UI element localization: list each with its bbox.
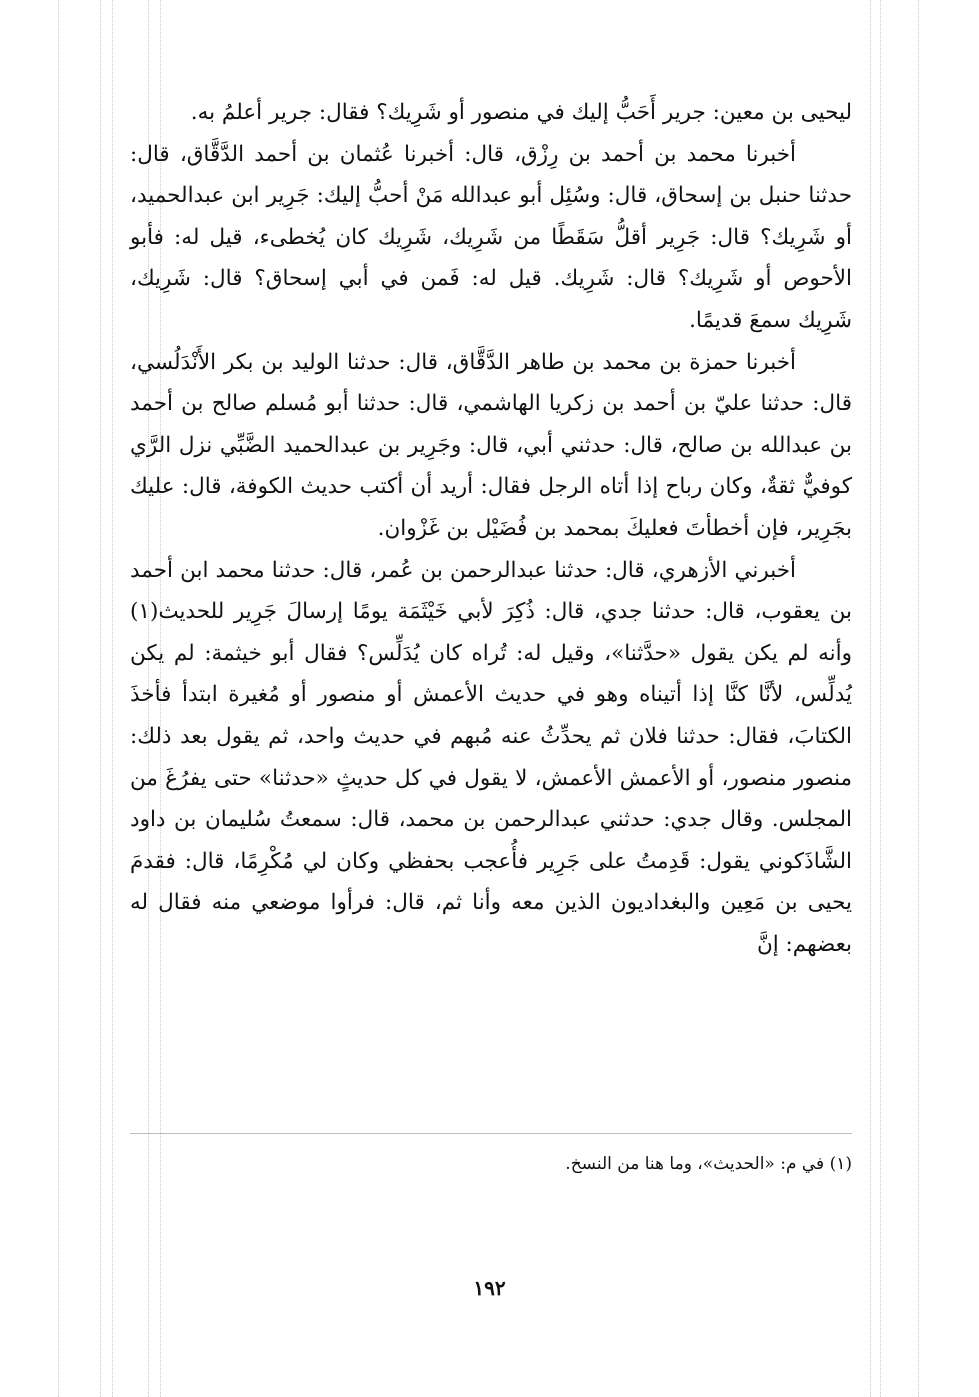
page-body — [130, 92, 852, 965]
page-number: ١٩٢ — [473, 1276, 506, 1300]
guide-line — [58, 0, 59, 1397]
footnote: (١) في م: «الحديث»، وما هنا من النسخ. — [565, 1154, 852, 1174]
guide-line — [870, 0, 871, 1397]
guide-line — [112, 0, 113, 1397]
guide-line — [880, 0, 881, 1397]
paragraph-continuation: ليحيى بن معين: جرير أَحَبُّ إليك في منصور أو شَرِيك؟ فقال: جرير أعلمُ به. — [190, 100, 852, 125]
paragraph: أخبرني الأزهري، قال: حدثنا عبدالرحمن بن عُمر، قال: حدثنا محمد ابن أحمد بن يعقوب، قال: حدثنا جدي، قال: ذُكِرَ لأبي خَيْثَمَة يومًا إرسالَ جَرِير للحديث(١) وأنه لم يكن يقول «حدَّثنا»، وقيل له: تُراه كان يُدَلِّس؟ فقال أبو خيثمة: لم يكن يُدلِّس، لأنَّا كنَّا إذا أتيناه وهو في حديث الأعمش أو منصور أو مُغيرة ابتدأ فأخذَ الكتابَ، فقال: حدثنا فلان ثم يحدِّثُ عنه مُبهم في حديث واحد، ثم يقول بعد ذلك: منصور منصور، أو الأعمش الأعمش، لا يقول في كل حديثٍ «حدثنا» حتى يفرُغَ من المجلس. وقال جدي: حدثني عبدالرحمن بن محمد، قال: سمعتُ سُليمان بن داود الشَّاذَكوني يقول: قَدِمتُ على جَرِير فأُعجب بحفظي وكان لي مُكْرِمًا، قال: فقدمَ يحيى بن مَعِين والبغداديون الذين معه وأنا ثم، قال: فرأوا موضعي منه فقال له بعضهم: إنَّ — [130, 557, 852, 957]
guide-line — [100, 0, 101, 1397]
footnote-separator — [130, 1133, 852, 1134]
paragraph: أخبرنا حمزة بن محمد بن طاهر الدَّقَّاق، قال: حدثنا الوليد بن بكر الأَنْدَلُسي، قال: حدثنا عليّ بن أحمد بن زكريا الهاشمي، قال: حدثنا أبو مُسلم صالح بن أحمد بن عبدالله بن صالح، قال: حدثني أبي، قال: وجَرِير بن عبدالحميد الضَّبِّي نزل الرَّي كوفيٌّ ثقةٌ، وكان رباح إذا أتاه الرجل فقال: أريد أن أكتب حديث الكوفة، قال: عليك بجَرِير، فإن أخطأتَ فعليكَ بمحمد بن فُضَيْل بن غَزْوان. — [130, 349, 852, 541]
guide-line — [918, 0, 919, 1397]
paragraph: أخبرنا محمد بن أحمد بن رِزْق، قال: أخبرنا عُثمان بن أحمد الدَّقَّاق، قال: حدثنا حنبل بن إسحاق، قال: وسُئِل أبو عبدالله مَنْ أحبُّ إليك: جَرِير ابن عبدالحميد، أو شَرِيك؟ قال: جَرِير أقلُّ سَقَطًا من شَرِيك، شَرِيك كان يُخطىء، قيل له: فأبو الأحوص أو شَرِيك؟ قال: شَرِيك. قيل له: فَمن في أبي إسحاق؟ قال: شَرِيك، شَرِيك سمعَ قديمًا. — [130, 141, 852, 333]
